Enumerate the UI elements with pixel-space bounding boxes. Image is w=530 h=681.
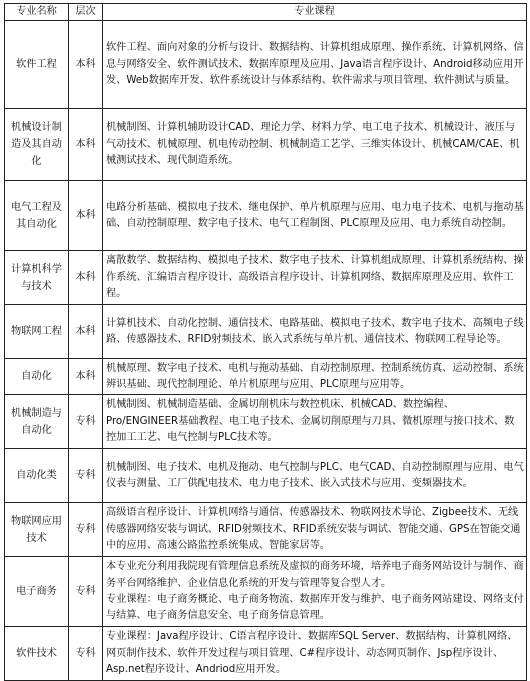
major-name: 计算机科学与技术 bbox=[5, 251, 69, 305]
table-row bbox=[5, 181, 527, 251]
course-intro: 本专业充分利用我院现有管理信息系统及虚拟的商务环境，培养电子商务网站设计与制作、商务平台网络维护、企业信息化系统的开发与管理等复合型人才。 bbox=[106, 561, 524, 589]
major-name: 软件技术 bbox=[5, 627, 69, 681]
level: 本科 bbox=[69, 109, 103, 181]
major-name: 软件工程 bbox=[5, 21, 69, 109]
level: 专科 bbox=[69, 557, 103, 627]
level: 专科 bbox=[69, 627, 103, 681]
course-list: 软件工程、面向对象的分析与设计、数据结构、计算机组成原理、操作系统、计算机网络、信息与网络安全、软件测试技术、数据库原理及应用、Java语言程序设计、Android移动应用开发、Web数据库开发、软件系统设计与体系结构、软件需求与项目管理、软件测试与质量。 bbox=[103, 21, 527, 109]
course-table bbox=[4, 3, 527, 681]
header-major: 专业名称 bbox=[5, 4, 69, 21]
course-list: 专业课程：Java程序设计、C语言程序设计、数据库SQL Server、数据结构、计算机网络、网页制作技术、软件开发过程与项目管理、C#程序设计、动态网页制作、Jsp程序设计、Asp.net程序设计、Andriod应用开发。 bbox=[103, 627, 527, 681]
course-list: 机械制图、计算机辅助设计CAD、理论力学、材料力学、电工电子技术、机械设计、液压与气动技术、机械原理、机电传动控制、机械制造工艺学、三维实体设计、机械CAM/CAE、机械测试技术、现代制造系统。 bbox=[103, 109, 527, 181]
table-row bbox=[5, 449, 527, 503]
level: 专科 bbox=[69, 395, 103, 449]
table-row bbox=[5, 395, 527, 449]
level: 本科 bbox=[69, 359, 103, 395]
major-name: 电子商务 bbox=[5, 557, 69, 627]
course-list: 离散数学、数据结构、模拟电子技术、数字电子技术、计算机组成原理、计算机系统结构、操作系统、汇编语言程序设计、高级语言程序设计、计算机网络、数据库原理及应用、软件工程。 bbox=[103, 251, 527, 305]
level: 本科 bbox=[69, 21, 103, 109]
table-row bbox=[5, 21, 527, 109]
course-table-container bbox=[4, 3, 526, 681]
course-list: 机械制图、机械制造基础、金属切削机床与数控机床、机械CAD、数控编程、Pro/ENGINEER基础教程、电工电子技术、金属切削原理与刀具、微机原理与接口技术、数控加工工艺、电气控制与PLC技术等。 bbox=[103, 395, 527, 449]
course-list: 高级语言程序设计、计算机网络与通信、传感器技术、物联网技术导论、Zigbee技术、无线传感器网络安装与调试、RFID射频技术、RFID系统安装与调试、智能交通、GPS在智能交通中的应用、高速公路监控系统集成、智能家居等。 bbox=[103, 503, 527, 557]
course-list: 计算机技术、自动化控制、通信技术、电路基础、模拟电子技术、数字电子技术、高频电子线路、传感器技术、RFID射频技术、嵌入式系统与单片机、通信技术、物联网工程导论等。 bbox=[103, 305, 527, 359]
major-name: 自动化 bbox=[5, 359, 69, 395]
major-name: 物联网工程 bbox=[5, 305, 69, 359]
level: 本科 bbox=[69, 305, 103, 359]
table-row bbox=[5, 359, 527, 395]
table-row bbox=[5, 503, 527, 557]
course-list bbox=[103, 557, 527, 627]
level: 专科 bbox=[69, 449, 103, 503]
level: 专科 bbox=[69, 503, 103, 557]
major-name: 物联网应用技术 bbox=[5, 503, 69, 557]
table-row bbox=[5, 557, 527, 627]
course-list-detail: 专业课程：电子商务概论、电子商务物流、数据库开发与维护、电子商务网站建设、网络支付与结算、电子商务信息安全、电子商务信息管理。 bbox=[106, 593, 524, 621]
table-row bbox=[5, 251, 527, 305]
level: 本科 bbox=[69, 251, 103, 305]
major-name: 机械制造与自动化 bbox=[5, 395, 69, 449]
course-list: 机械制图、电子技术、电机及拖动、电气控制与PLC、电气CAD、自动控制原理与应用、电气仪表与测量、工厂供配电技术、电力电子技术、嵌入式技术与应用、变频器技术。 bbox=[103, 449, 527, 503]
header-courses: 专业课程 bbox=[103, 4, 527, 21]
course-list: 电路分析基础、模拟电子技术、继电保护、单片机原理与应用、电力电子技术、电机与拖动基础、自动控制原理、数字电子技术、电气工程制图、PLC原理及应用、电力系统自动控制。 bbox=[103, 181, 527, 251]
table-row bbox=[5, 305, 527, 359]
table-header-row bbox=[5, 4, 527, 21]
major-name: 自动化类 bbox=[5, 449, 69, 503]
level: 本科 bbox=[69, 181, 103, 251]
header-level: 层次 bbox=[69, 4, 103, 21]
major-name: 电气工程及其自动化 bbox=[5, 181, 69, 251]
major-name: 机械设计制造及其自动化 bbox=[5, 109, 69, 181]
course-list: 机械原理、数字电子技术、电机与拖动基础、自动控制原理、控制系统仿真、运动控制、系统辨识基础、现代控制理论、单片机原理与应用、PLC原理与应用等。 bbox=[103, 359, 527, 395]
table-row bbox=[5, 109, 527, 181]
table-row bbox=[5, 627, 527, 681]
